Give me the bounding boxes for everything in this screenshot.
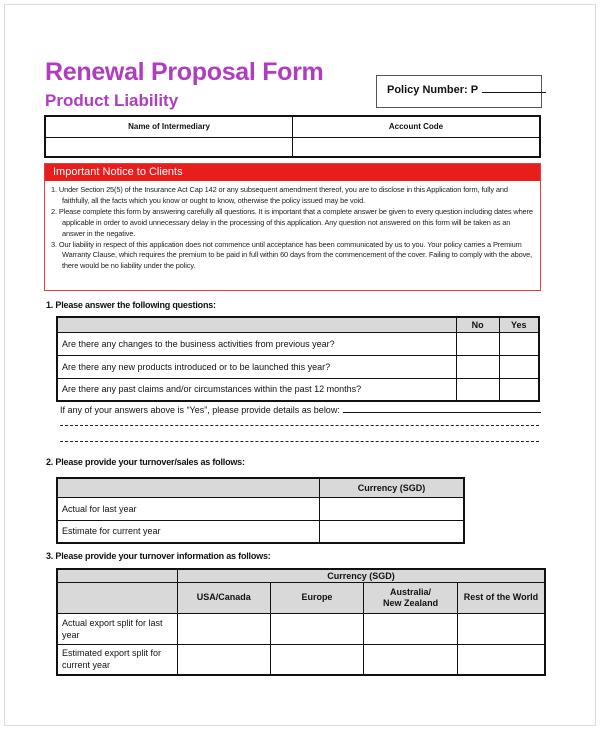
details-prompt-line (60, 405, 541, 415)
details-dashed-line-1[interactable] (60, 425, 539, 426)
row-label-line: year (62, 629, 80, 640)
export-split-table (56, 568, 546, 676)
header-account-code: Account Code (293, 116, 541, 137)
table-row (57, 644, 545, 675)
row-label: Actual for last year (57, 497, 320, 520)
header-europe: Europe (270, 582, 364, 613)
answer-no-cell[interactable] (456, 355, 499, 378)
export-cell[interactable] (270, 613, 364, 644)
answer-no-cell[interactable] (456, 378, 499, 401)
header-yes: Yes (499, 317, 539, 332)
header-australia-nz (364, 582, 458, 613)
row-label (57, 613, 177, 644)
notice-heading: Important Notice to Clients (45, 164, 540, 181)
header-usa-canada: USA/Canada (177, 582, 270, 613)
intermediary-name-field[interactable] (45, 137, 293, 157)
header-australia: Australia/ (390, 586, 432, 597)
details-field[interactable] (343, 405, 541, 413)
table-row (57, 613, 545, 644)
table-row (57, 332, 539, 355)
account-code-field[interactable] (293, 137, 541, 157)
header-no: No (456, 317, 499, 332)
export-cell[interactable] (177, 644, 270, 675)
row-label-line: current year (62, 660, 111, 671)
form-subtitle: Product Liability (45, 91, 179, 110)
section-2-title: 2. Please provide your turnover/sales as follows: (46, 457, 245, 467)
header-rest-of-world: Rest of the World (457, 582, 545, 613)
header-blank (57, 478, 320, 497)
answer-yes-cell[interactable] (499, 355, 539, 378)
turnover-value-cell[interactable] (320, 497, 464, 520)
policy-number-box (376, 75, 542, 108)
notice-item: 2. Please complete this form by answering carefully all questions. It is important that a complete answer be given to every question including dates where applicable in order to avoid unnecessary delay in the processing of this application. Any question not answered on this form will be taken as an answer in the negative. (51, 206, 533, 238)
export-cell[interactable] (270, 644, 364, 675)
answer-yes-cell[interactable] (499, 378, 539, 401)
table-row (57, 497, 464, 520)
question-text: Are there any new products introduced or to be launched this year? (57, 355, 456, 378)
header-blank (57, 582, 177, 613)
header-new-zealand: New Zealand (383, 597, 439, 608)
row-label-line: Actual export split for last (62, 617, 163, 628)
details-dashed-line-2[interactable] (60, 441, 539, 442)
answer-no-cell[interactable] (456, 332, 499, 355)
header-question (57, 317, 456, 332)
export-cell[interactable] (457, 613, 545, 644)
notice-item: 1. Under Section 25(5) of the Insurance Act Cap 142 or any subsequent amendment thereof, you are to disclose in this Application form, fully and faithfully, all the facts which you know or ought to know, otherwise the policy issued may be void. (51, 185, 508, 205)
notice-list (45, 181, 540, 272)
form-title: Renewal Proposal Form (45, 58, 324, 86)
section-1-title: 1. Please answer the following questions: (46, 300, 216, 310)
section-3-title: 3. Please provide your turnover information as follows: (46, 551, 271, 561)
question-text: Are there any past claims and/or circumstances within the past 12 months? (57, 378, 456, 401)
export-cell[interactable] (457, 644, 545, 675)
export-cell[interactable] (364, 613, 458, 644)
answer-yes-cell[interactable] (499, 332, 539, 355)
header-currency-group: Currency (SGD) (177, 569, 545, 582)
row-label-line: Estimated export split for (62, 648, 162, 659)
table-row (57, 520, 464, 543)
header-name-of-intermediary: Name of Intermediary (45, 116, 293, 137)
questions-table (56, 316, 540, 402)
turnover-table (56, 477, 465, 544)
header-blank (57, 569, 177, 582)
turnover-value-cell[interactable] (320, 520, 464, 543)
important-notice (44, 163, 541, 291)
details-prompt: If any of your answers above is “Yes”, please provide details as below: (60, 405, 340, 415)
notice-item: 3. Our liability in respect of this application does not commence until acceptance has been communicated by us to you. Your policy carries a Premium Warranty Clause, which requires the premium to be paid in full within 60 days from the commencement of the cover. Failing to comply with the above, there would be no liability under the policy. (51, 239, 533, 271)
export-cell[interactable] (364, 644, 458, 675)
row-label (57, 644, 177, 675)
table-row (57, 355, 539, 378)
header-currency: Currency (SGD) (320, 478, 464, 497)
row-label: Estimate for current year (57, 520, 320, 543)
export-cell[interactable] (177, 613, 270, 644)
policy-number-field[interactable] (482, 84, 546, 93)
intermediary-table (44, 115, 541, 158)
table-row (57, 378, 539, 401)
question-text: Are there any changes to the business activities from previous year? (57, 332, 456, 355)
policy-number-label: Policy Number: P (387, 84, 479, 96)
